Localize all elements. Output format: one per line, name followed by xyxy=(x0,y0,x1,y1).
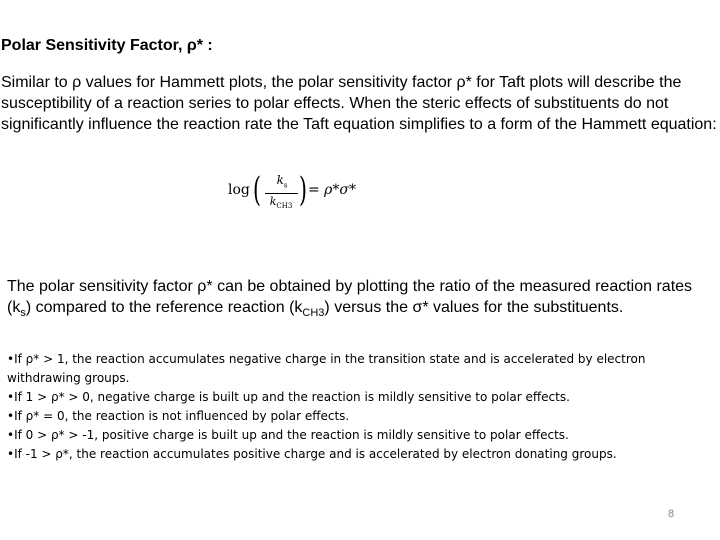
denominator-base: k xyxy=(269,195,277,208)
method-text-1: The polar sensitivity factor ρ* can be obtained by plotting the ratio of the measured reaction rates (k xyxy=(7,278,693,316)
taft-equation xyxy=(228,170,358,216)
slide-heading: Polar Sensitivity Factor, ρ* : xyxy=(1,37,213,54)
method-text-3: ) versus the σ* values for the substituents. xyxy=(324,299,624,316)
bullet-item: •If ρ* = 0, the reaction is not influenced by polar effects. xyxy=(7,409,350,423)
numerator-base: k xyxy=(276,173,284,187)
method-subscript-1: s xyxy=(20,307,26,320)
bullet-item: •If 0 > ρ* > -1, positive charge is built up and the reaction is mildly sensitive to polar effects. xyxy=(7,428,569,442)
equation-numerator xyxy=(268,173,296,189)
equation-right-paren: ) xyxy=(299,170,307,210)
bullet-item: •If ρ* > 1, the reaction accumulates negative charge in the transition state and is accelerated by electron withdrawing groups. xyxy=(7,352,646,385)
method-subscript-2: CH3 xyxy=(302,307,325,320)
denominator-subscript: CH3 xyxy=(276,202,293,211)
rho-bullet-list xyxy=(7,350,713,464)
equation-denominator xyxy=(261,195,301,210)
page-number: 8 xyxy=(668,508,675,520)
equation-log: log xyxy=(228,182,250,198)
numerator-subscript: s xyxy=(283,181,288,190)
fraction-bar xyxy=(265,193,298,194)
bullet-item: •If -1 > ρ*, the reaction accumulates positive charge and is accelerated by electron donating groups. xyxy=(7,447,617,461)
equation-right-side: = ρ*σ* xyxy=(308,182,356,198)
method-paragraph xyxy=(7,276,717,318)
bullet-item: •If 1 > ρ* > 0, negative charge is built up and the reaction is mildly sensitive to polar effects. xyxy=(7,390,570,404)
method-text-2: ) compared to the reference reaction (k xyxy=(25,299,303,316)
equation-left-paren: ( xyxy=(253,170,261,210)
intro-paragraph: Similar to ρ values for Hammett plots, the polar sensitivity factor ρ* for Taft plots will describe the susceptibility of a reaction series to polar effects. When the steric effects of substituents do not significantly influence the reaction rate the Taft equation simplifies to a form of the Hammett equation: xyxy=(1,74,717,133)
